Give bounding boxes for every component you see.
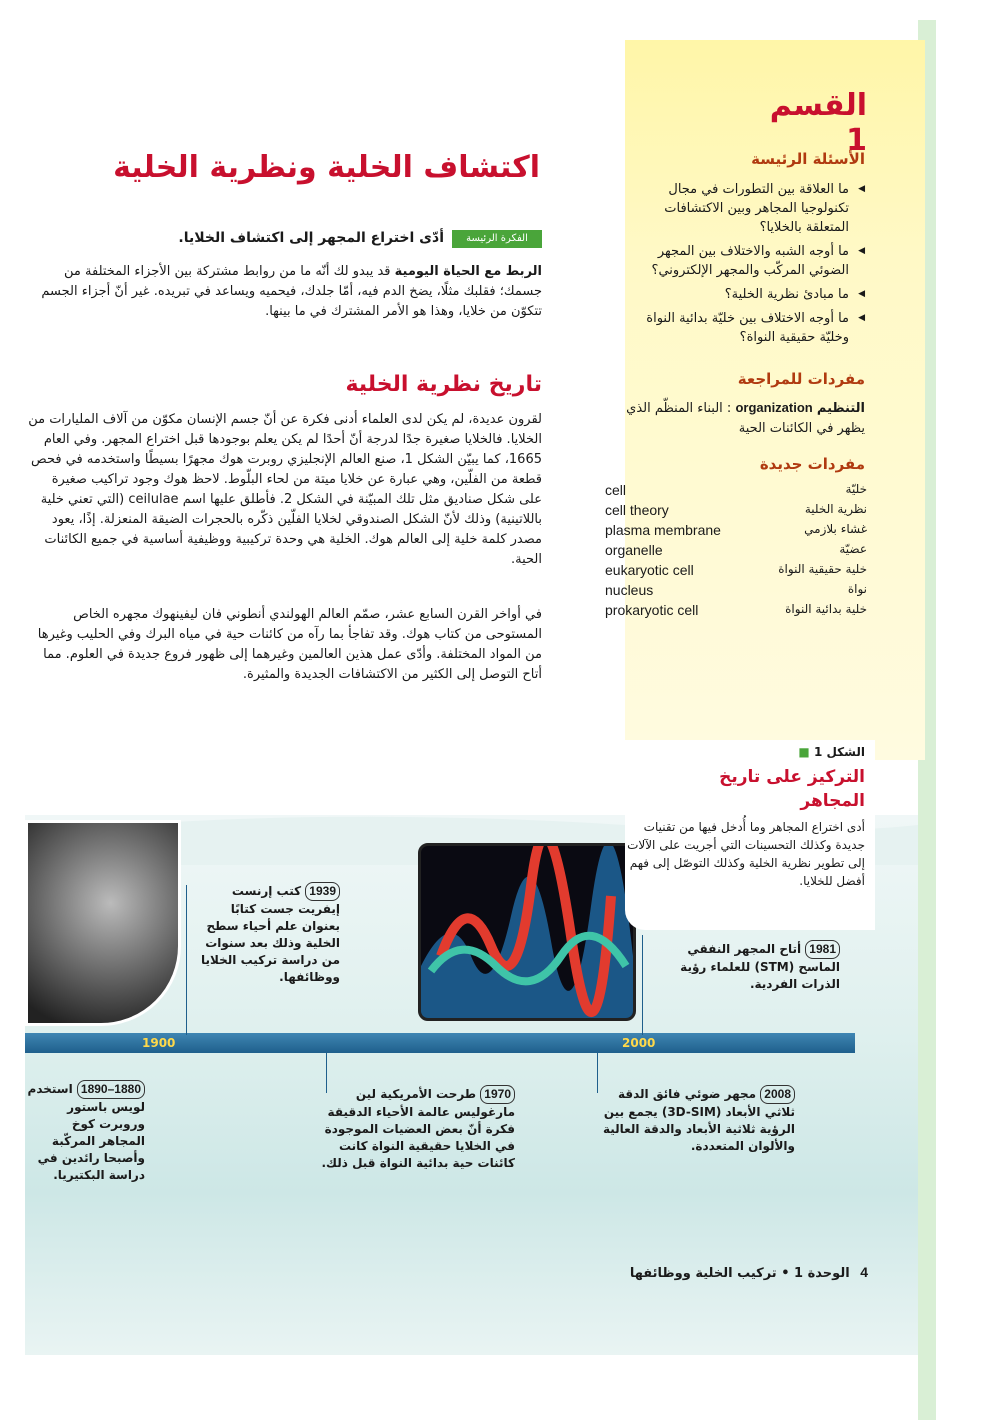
review-vocab-entry (600, 398, 865, 439)
list-item: ◀ ما أوجه الاختلاف بين خليّة بدائية النواة وخليّة حقيقية النواة؟ (625, 309, 865, 347)
event-text: طرحت الأمريكية لين مارغوليس عالمة الأحياء الدقيقة فكرة أنّ بعض العضيات الموجودة في الخلايا حقيقية النواة كانت كائنات حية بدائية النواة قبل ذلك. (321, 1087, 515, 1170)
list-item: ◀ ما العلاقة بين التطورات في مجال تكنولوجيا المجاهر وبين الاكتشافات المتعلقة بالخلايا؟ (625, 180, 865, 237)
page-number: 4 (860, 1264, 868, 1280)
atom-surface-graphic (421, 846, 633, 1018)
connector-line (186, 885, 187, 1035)
event-text: كتب إرنست إيفريت جست كتابًا بعنوان علم أحياء سطح الخلية وذلك بعد سنوات من دراسة تركيب الخلايا ووظائفها. (201, 884, 340, 984)
year-marker-2000: 2000 (622, 1036, 656, 1050)
connector-line (642, 935, 643, 1035)
key-questions-heading: الأسئلة الرئيسة (751, 150, 865, 168)
review-term-en: organization (735, 400, 813, 415)
review-definition: : البناء المنظّم الذي يظهر في الكائنات الحية (626, 401, 865, 436)
main-idea (150, 230, 542, 250)
real-world-link-text: قد يبدو لك أنّه ما من روابط مشتركة بين الأجزاء المختلفة من جسمك؛ فقلبك مثلًا، يضخ الدم فيه، أمّا جلدك، فيحميه ويساعد في تبريده. غير أنّ أجزاء الجسم تتكوّن من خلايا، وهذا هو الأمر المشترك في ما بينها. (41, 264, 542, 319)
event-year: 1981 (805, 940, 840, 959)
vocab-en: eukaryotic cell (605, 562, 694, 578)
timeline-event-1939 (200, 882, 340, 986)
vocab-en: cell theory (605, 502, 669, 518)
event-year: 1970 (480, 1085, 515, 1104)
vocab-ar: نظرية الخلية (804, 502, 867, 516)
history-paragraph-1: لقرون عديدة، لم يكن لدى العلماء أدنى فكرة عن أنّ جسم الإنسان مكوّن من آلاف المليارات من الخلايا. فالخلايا صغيرة جدًا لدرجة أنّ أحدًا لم يكن يعلم بوجودها قبل اختراع المجهر. وفي العام 1665، كما يبيّن الشكل 1، صنع العالم الإنجليزي روبرت هوك مجهرًا بسيطًا واستخدمه في فحص قطعة من الفلّين، وهي عبارة عن خلايا ميتة من لحاء البلّوط. لاحظ هوك وجود تراكيب صغيرة على شكل صناديق مثل تلك المبيّنة في الشكل 2. فأطلق عليها اسم ceilulae (التي تعني خلية باللاتينية) وذلك لأنّ الشكل الصندوقي لخلايا الفلّين ذكّره بالحجرات الضيقة المنعزلة. إذًا، يعود مصدر كلمة خلية إلى العالم هوك. الخلية هي وحدة تركيبية ووظيفية أساسية في جميع الكائنات الحية. (28, 412, 542, 567)
vocab-ar: نواة (847, 582, 867, 596)
timeline-event-1970 (320, 1085, 515, 1172)
history-heading: تاريخ نظرية الخلية (345, 372, 542, 397)
event-year: 1939 (305, 882, 340, 901)
history-paragraph-2: في أواخر القرن السابع عشر، صمّم العالم الهولندي أنطوني فان ليفينهوك مجهره الخاص المستوحى من كتاب هوك. وقد تفاجأ بما رآه من كائنات حية في مياه البرك وفي الحليب وغيرها من المواد المختلفة. وأدّى عمل هذين العالمين وغيرهما إلى ظهور فروع جديدة في العلوم. مما أتاح التوصل إلى الكثير من الاكتشافات الجديدة والمثيرة. (37, 607, 542, 682)
page-title: اكتشاف الخلية ونظرية الخلية (113, 150, 540, 185)
new-vocab-list (605, 482, 867, 622)
vocab-row (605, 502, 867, 522)
unit-label: الوحدة 1 • تركيب الخلية ووظائفها (629, 1266, 850, 1281)
new-vocab-heading: مفردات جديدة (759, 455, 865, 473)
vocab-row (605, 582, 867, 602)
vocab-ar: غشاء بلازمي (804, 522, 867, 536)
main-idea-text: أدّى اختراع المجهر إلى اكتشاف الخلايا. (178, 230, 444, 246)
vocab-ar: خليّة (845, 482, 867, 496)
vocab-row (605, 522, 867, 542)
event-year: 1880–1890 (77, 1080, 145, 1099)
real-world-link-paragraph (28, 262, 542, 322)
vocab-en: nucleus (605, 582, 654, 598)
review-vocab-heading: مفردات للمراجعة (737, 370, 865, 388)
real-world-link-lead: الربط مع الحياة اليومية (394, 264, 542, 279)
main-idea-badge: الفكرة الرئيسة (452, 230, 542, 248)
vocab-ar: خلية حقيقية النواة (778, 562, 867, 576)
vocab-row (605, 602, 867, 622)
square-bullet-icon: ■ (798, 745, 810, 759)
year-marker-1900: 1900 (142, 1036, 176, 1050)
vocab-en: organelle (605, 542, 663, 558)
vocab-en: prokaryotic cell (605, 602, 699, 618)
vocab-ar: عضيّة (839, 542, 867, 556)
figure-label-text: الشكل 1 (813, 745, 865, 759)
vocab-row (605, 542, 867, 562)
scientist-portrait (25, 820, 181, 1026)
list-item: ◀ ما أوجه الشبه والاختلاف بين المجهر الضوئي المركّب والمجهر الإلكتروني؟ (625, 242, 865, 280)
timeline-event-2008 (595, 1085, 795, 1155)
list-item: ◀ ما مبادئ نظرية الخلية؟ (625, 285, 865, 304)
page-footer (600, 1264, 868, 1281)
vocab-en: plasma membrane (605, 522, 721, 538)
figure-caption: أدى اختراع المجاهر وما أُدخل فيها من تقنيات جديدة وكذلك التحسينات التي أجريت على الآلات إلى تطوير نظرية الخلية وكذلك التوصّل إلى فهم أفضل للخلايا. (627, 820, 865, 888)
figure-title: التركيز على تاريخ المجاهر (719, 767, 865, 811)
event-text: أتاح المجهر النفقي الماسح (STM) للعلماء رؤية الذرات الفردية. (680, 942, 840, 991)
vocab-row (605, 562, 867, 582)
event-year: 2008 (760, 1085, 795, 1104)
event-text: مجهر ضوئي فائق الدقة ثلاثي الأبعاد (3D-SIM) يجمع بين الرؤية ثلاثية الأبعاد والدقة العالية والألوان المتعددة. (602, 1087, 795, 1153)
section-title: القسم 1 (769, 88, 867, 158)
figure-label (700, 745, 865, 759)
event-text: استخدم لويس باستور وروبرت كوخ المجاهر المركّبة وأصبحا رائدين في دراسة البكتيريا. (27, 1082, 145, 1182)
review-term-ar: التنظيم (816, 401, 865, 416)
stm-image-photo (418, 843, 636, 1021)
key-questions-list (625, 180, 865, 352)
vocab-ar: خلية بدائية النواة (785, 602, 867, 616)
timeline-event-1981 (660, 940, 840, 993)
vocab-en: cell (605, 482, 627, 498)
vocab-row (605, 482, 867, 502)
timeline-event-1880 (25, 1080, 145, 1184)
